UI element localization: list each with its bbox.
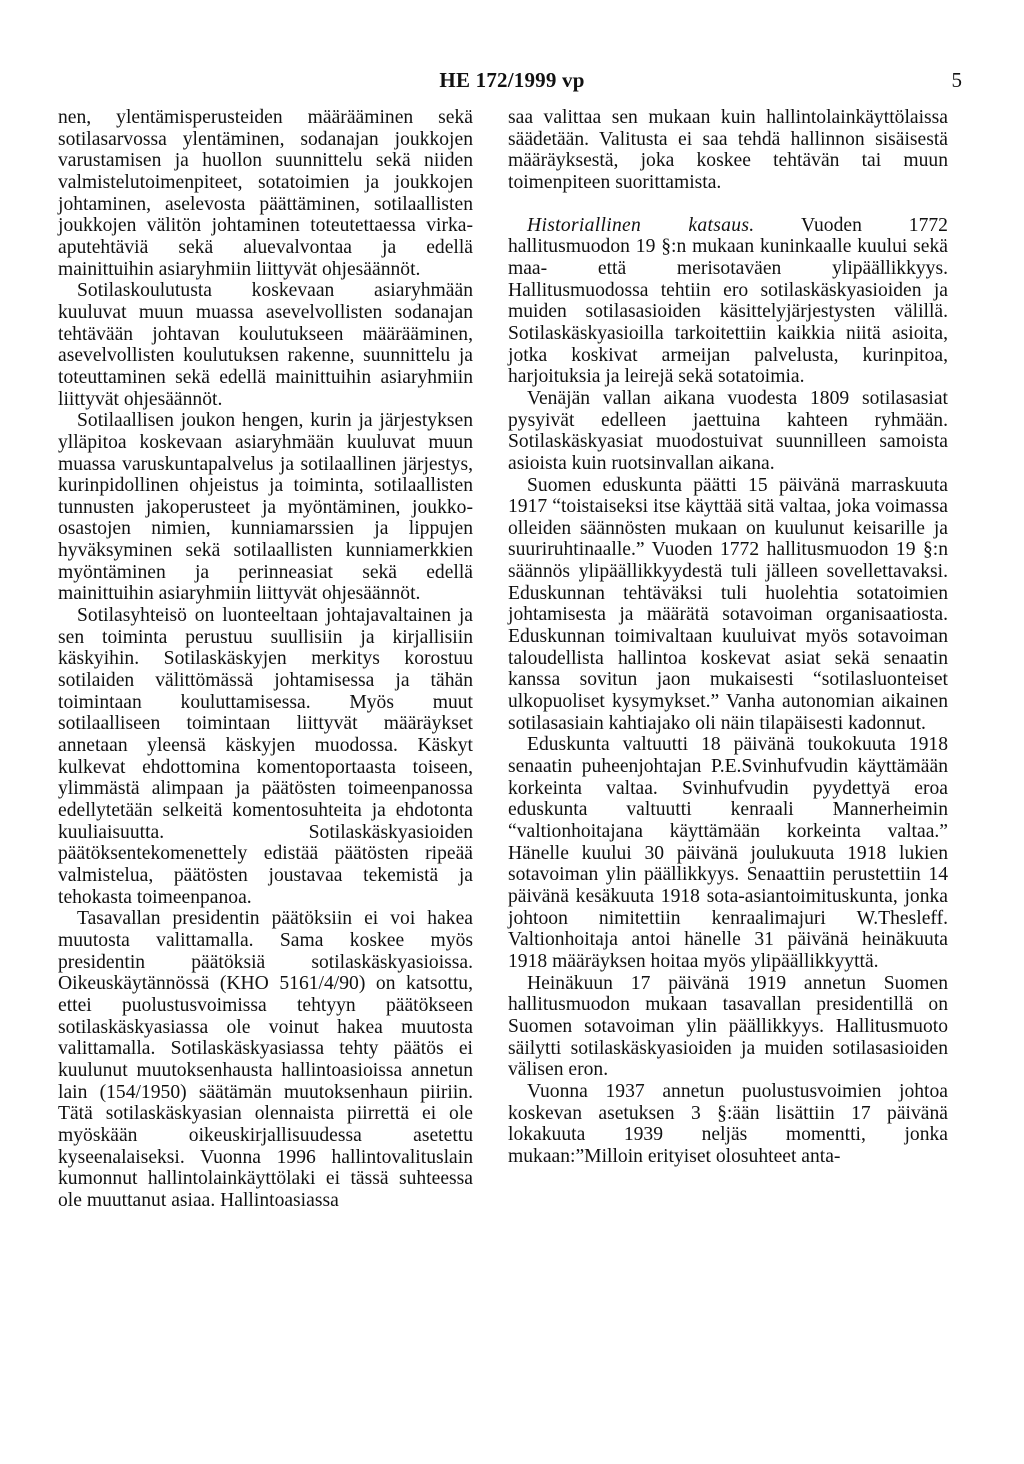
paragraph: Vuonna 1937 annetun puolustusvoimien johtoa koskevan asetuksen 3 §:ään lisättiin 17 päivänä lokakuuta 1939 neljäs momentti, jonka mukaan:”Milloin erityiset olosuhteet anta- [508,1080,948,1167]
document-title: HE 172/1999 vp [439,68,585,92]
page-number: 5 [951,68,962,92]
paragraph: nen, ylentämisperusteiden määrääminen sekä sotilasarvossa ylentäminen, sodanajan joukkojen varustamisen ja huollon suunnittelu sekä niiden valmistelutoimenpiteet, sotatoimien ja joukkojen johtaminen, aselevosta päättäminen, sotilaallisten joukkojen välitön johtaminen toteutettaessa virka-aputehtäviä sekä aluevalvontaa ja edellä mainittuihin asiaryhmiin liittyvät ohjesäännöt. [58,107,473,280]
paragraph: Sotilaallisen joukon hengen, kurin ja järjestyksen ylläpitoa koskevaan asiaryhmään kuuluvat muun muassa varuskuntapalvelus ja sotilaallinen järjestys, kurinpidollinen ohjeistus ja toiminta, sotilaallisten tunnusten jakoperusteet ja myöntäminen, joukko-osastojen nimien, kunniamarssien ja lippujen hyväksyminen sekä sotilaallisten kunniamerkkien myöntäminen ja perinneasiat sekä edellä mainittuihin asiaryhmiin liittyvät ohjesäännöt. [58,410,473,605]
paragraph: Heinäkuun 17 päivänä 1919 annetun Suomen hallitusmuodon mukaan tasavallan presidentillä on Suomen sotavoiman ylin päällikkyys. Hallitusmuoto säilytti sotilaskäskyasioiden ja muiden sotilasasioiden välisen eron. [508,972,948,1081]
paragraph: Eduskunta valtuutti 18 päivänä toukokuuta 1918 senaatin puheenjohtajan P.E.Svinhufvudin käyttämään korkeinta valtaa. Svinhufvudin pyydettyä eroa eduskunta valtuutti kenraali Mannerheimin “valtionhoitajana käyttämään korkeinta valtaa.” Hänelle kuului 30 päivänä joulukuuta 1918 lukien sotavoiman ylin päällikkyys. Senaattiin perustettiin 14 päivänä kesäkuuta 1918 sota-asiantoimituskunta, jonka johtoon nimitettiin kenraalimajuri W.Thesleff. Valtionhoitaja antoi hänelle 31 päivänä heinäkuuta 1918 määräyksen hoitaa myös ylipäällikkyyttä. [508,734,948,972]
paragraph: Sotilaskoulutusta koskevaan asiaryhmään kuuluvat muun muassa asevelvollisten sodanajan tehtävään johtavan koulutukseen määrääminen, asevelvollisten koulutuksen rakenne, suunnittelu ja toteuttaminen sekä edellä mainittuihin asiaryhmiin liittyvät ohjesäännöt. [58,280,473,410]
paragraph: saa valittaa sen mukaan kuin hallintolainkäyttölaissa säädetään. Valitusta ei saa tehdä hallinnon sisäisestä määräyksestä, joka koskee tehtävän tai muun toimenpiteen suorittamista. [508,107,948,193]
page-header [0,62,1024,98]
paragraph: Sotilasyhteisö on luonteeltaan johtajavaltainen ja sen toiminta perustuu suullisiin ja kirjallisiin käskyihin. Sotilaskäskyjen merkitys korostuu sotilaiden välittömässä johtamisessa ja tähän toimintaan kouluttamisessa. Myös muut sotilaalliseen toimintaan liittyvät määräykset annetaan yleensä käskyjen muodossa. Käskyt kulkevat ehdottomina komentoportaasta toiseen, ylimmästä alimpaan ja päätösten toimeenpanossa edellytetään selkeitä komentosuhteita ja ehdotonta kuuliaisuutta. Sotilaskäskyasioiden päätöksentekomenettely edistää päätösten ripeää valmistelua, päätösten joustavaa tekemistä ja tehokasta toimeenpanoa. [58,605,473,908]
right-column [508,107,948,1168]
left-column [58,107,473,1211]
history-paragraph [508,215,948,388]
section-heading: Historiallinen katsaus. [527,214,755,236]
paragraph: Tasavallan presidentin päätöksiin ei voi hakea muutosta valittamalla. Sama koskee myös presidentin päätöksiä sotilaskäskyasioissa. Oikeuskäytännössä (KHO 5161/4/90) on katsottu, ettei puolustusvoimissa tehtyyn päätökseen sotilaskäskyasiassa ole voinut hakea muutosta valittamalla. Sotilaskäskyasiassa tehty päätös ei kuulunut muutoksenhausta hallintoasioissa annetun lain (154/1950) säätämän muutoksenhaun piiriin. Tätä sotilaskäskyasian olennaista piirrettä ei ole myöskään oikeuskirjallisuudessa asetettu kyseenalaiseksi. Vuonna 1996 hallintovalituslain kumonnut hallintolainkäyttölaki ei tässä suhteessa ole muuttanut asiaa. Hallintoasiassa [58,908,473,1211]
paragraph: Suomen eduskunta päätti 15 päivänä marraskuuta 1917 “toistaiseksi itse käyttää sitä valtaa, joka voimassa olleiden säännösten mukaan on kuulunut keisarille ja suuriruhtinaalle.” Vuoden 1772 hallitusmuodon 19 §:n säännös ylipäällikkyydestä tuli jälleen sovellettavaksi. Eduskunnan tehtäväksi tuli huolehtia sotatoimien johtamisesta ja määrätä sotavoiman organisaatiosta. Eduskunnan toimivaltaan kuuluivat myös sotavoiman taloudellista hallintoa koskevat asiat sekä senaatin kanssa sovitun jaon mukaisesti “sotilasluonteiset ulkopuoliset kysymykset.” Vanha autonomian aikainen sotilasasiain kahtiajako oli näin tilapäisesti kadonnut. [508,474,948,734]
history-text: Vuoden 1772 hallitusmuodon 19 §:n mukaan kuninkaalle kuului sekä maa- että merisotaväen ylipäällikkyys. Hallitusmuodossa tehtiin ero sotilaskäskyasioiden ja muiden sotilasasioiden käsittelyjärjestysten välillä. Sotilaskäskyasioilla tarkoitettiin kaikkia niitä asioita, jotka koskivat armeijan palvelusta, kurinpitoa, harjoituksia ja leirejä sekä sotatoimia. [508,214,948,388]
paragraph: Venäjän vallan aikana vuodesta 1809 sotilasasiat pysyivät edelleen jaettuina kahteen ryhmään. Sotilaskäskyasiat muodostuivat suunnilleen samoista asioista kuin ruotsinvallan aikana. [508,387,948,474]
